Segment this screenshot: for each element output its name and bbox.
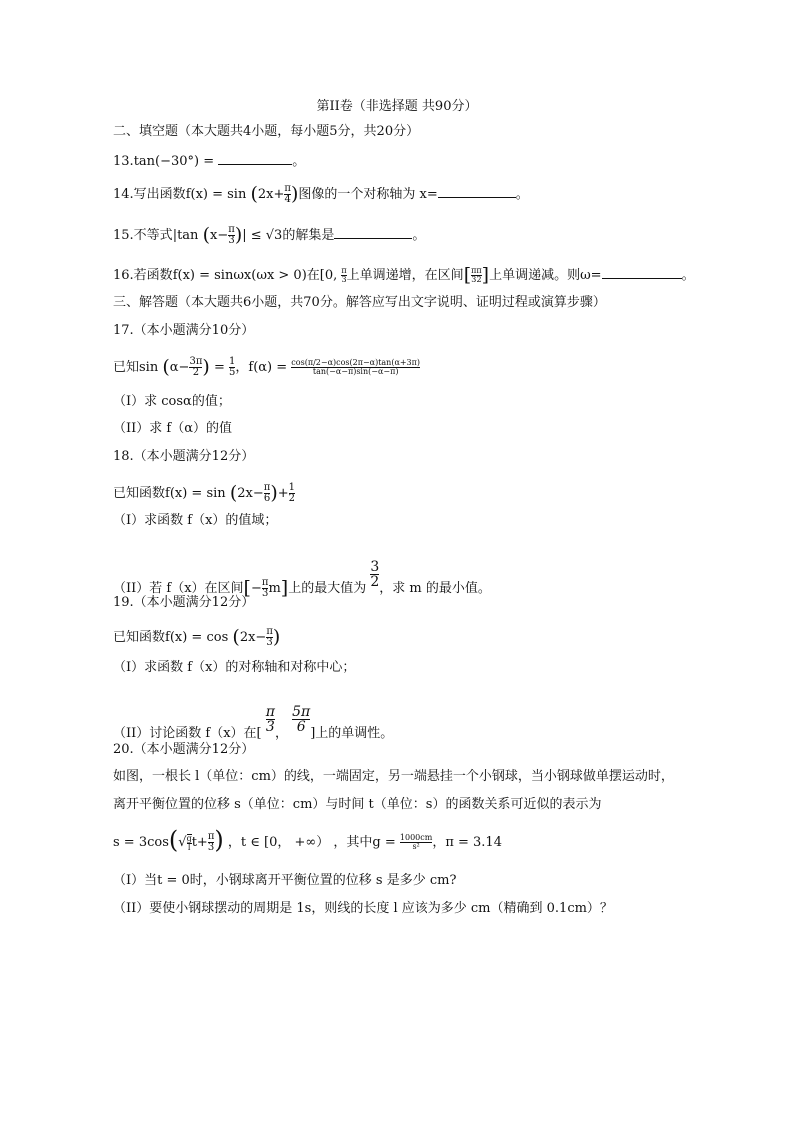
- answer-blank[interactable]: [438, 184, 516, 198]
- question-14: 14.写出函数f(x) = sin (2x+ $\frac{\pi}{4}$ )图像的一个对称轴为 x= 。: [113, 183, 529, 205]
- answer-blank[interactable]: [334, 225, 412, 239]
- fill-section-heading: 二、填空题（本大题共4小题，每小题5分，共20分）: [113, 124, 420, 139]
- q20-line-2: 离开平衡位置的位移 s（单位：cm）与时间 t（单位：s）的函数关系可近似的表示为: [113, 797, 602, 812]
- q18-part-1: （I）求函数 f（x）的值域；: [113, 513, 278, 528]
- answer-blank[interactable]: [602, 265, 682, 279]
- q17-part-2: （II）求 f（α）的值: [113, 421, 232, 436]
- part-title: 第II卷（非选择题 共90分）: [316, 99, 478, 114]
- q17-heading: 17.（本小题满分10分）: [113, 323, 255, 338]
- q19-part-2: （II）讨论函数 f（x）在[ $\frac{\pi}{3}$ ， $\frac{5\pi}{6}$ ]上的单调性。: [113, 704, 394, 741]
- q18-part-2: （II）若 f（x）在区间[− $\frac{\pi}{3}$ m]上的最大值为 $\frac{3}{2}$ ，求 m 的最小值。: [113, 559, 491, 599]
- q19-part-1: （I）求函数 f（x）的对称轴和对称中心；: [113, 660, 356, 675]
- q20-part-2: （II）要使小钢球摆动的周期是 1s，则线的长度 l 应该为多少 cm（精确到 0.1cm）？: [113, 901, 613, 916]
- q19-given: 已知函数f(x) = cos (2x− $\frac{\pi}{3}$ ): [113, 626, 281, 648]
- q19-heading: 19.（本小题满分12分）: [113, 595, 255, 610]
- q18-given: 已知函数f(x) = sin (2x− $\frac{\pi}{6}$ )+ $\frac{1}{2}$: [113, 482, 296, 504]
- q20-formula: s = 3cos(√ $\frac{g}{l}$ t+ $\frac{\pi}{3}$ ) ，t ∈ [0， +∞） ，其中g = $\frac{1000cm}{\text{s²}}$ ，π = 3.14: [113, 826, 502, 854]
- solve-section-heading: 三、解答题（本大题共6小题，共70分。解答应写出文字说明、证明过程或演算步骤）: [113, 295, 606, 310]
- question-13: 13.tan(−30°) = 。: [113, 151, 305, 171]
- q20-part-1: （I）当t = 0时，小钢球离开平衡位置的位移 s 是多少 cm?: [113, 873, 457, 888]
- q20-line-1: 如图，一根长 l（单位：cm）的线，一端固定，另一端悬挂一个小钢球，当小钢球做单摆运动时，: [113, 769, 674, 784]
- answer-blank[interactable]: [218, 151, 292, 165]
- q17-given: 已知sin (α− $\frac{3\pi}{2}$ ) = $\frac{1}{5}$ ，f(α) = $\frac{\cos(\pi/2-\alpha)\cos(2\pi-\alpha)\tan(\alpha+3\pi)}{\tan(-\alpha-\pi)\sin(-\alpha-\pi)}$: [113, 356, 421, 378]
- question-16: 16.若函数f(x) = sinωx(ωx > 0)在[0, $\frac{\pi}{3}$ 上单调递增，在区间[ $\frac{\pi}{3}$ $\frac{\pi}{2}$ ]上单调递减。则ω= 。: [113, 264, 695, 286]
- question-15: 15.不等式|tan (x− $\frac{\pi}{3}$ )| ≤ √3的解集是 。: [113, 224, 426, 246]
- q17-part-1: （I）求 cosα的值；: [113, 394, 231, 409]
- q18-heading: 18.（本小题满分12分）: [113, 449, 255, 464]
- q20-heading: 20.（本小题满分12分）: [113, 742, 255, 757]
